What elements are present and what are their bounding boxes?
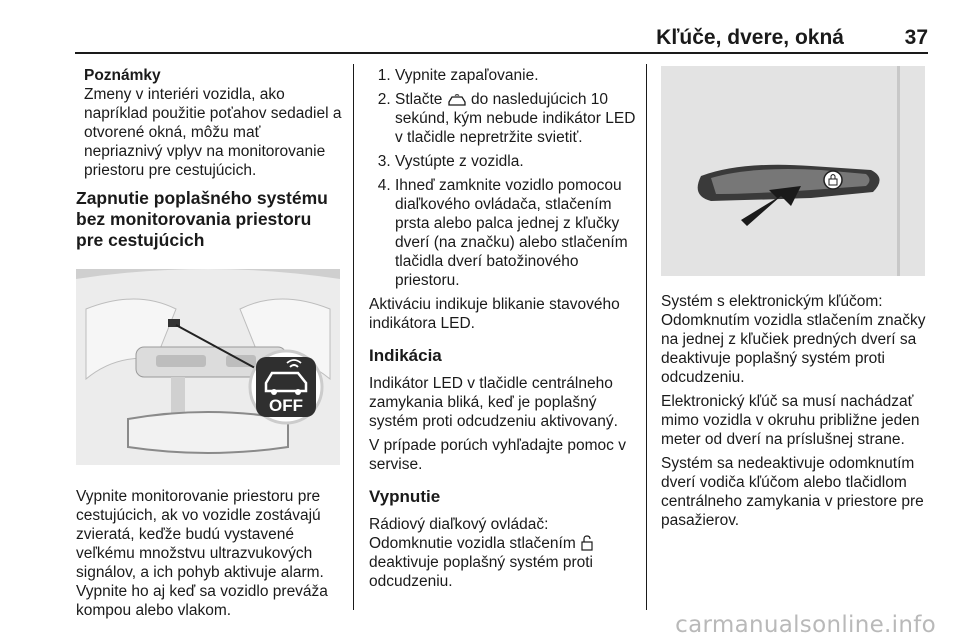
section-heading-no-monitoring: Zapnutie poplašného systému bez monitorovania priestoru pre cestujúcich bbox=[76, 188, 328, 250]
off-icon-label: OFF bbox=[269, 396, 303, 415]
step-4: 4. Ihneď zamknite vozidlo pomocou diaľkového ovládača, stlačením prsta alebo palca jednej z kľučky dverí (na značku) alebo stlačením tlačidla dverí batožinového priestoru. bbox=[395, 176, 637, 290]
column-divider-2 bbox=[646, 64, 647, 610]
page-header bbox=[75, 26, 928, 52]
interior-illustration bbox=[76, 269, 340, 465]
activation-note: Aktiváciu indikuje blikanie stavového indikátora LED. bbox=[369, 296, 620, 332]
indication-paragraph-2: V prípade porúch vyhľadajte pomoc v servise. bbox=[369, 437, 626, 473]
indication-paragraph-1: Indikátor LED v tlačidle centrálneho zamykania bliká, keď je poplašný systém proti odcudzeniu aktivovaný. bbox=[369, 375, 618, 430]
column-right bbox=[661, 66, 929, 535]
step-3: 3. Vystúpte z vozidla. bbox=[395, 152, 637, 171]
door-handle-illustration bbox=[661, 66, 925, 276]
unlock-icon bbox=[580, 535, 594, 551]
section-heading-switch-off: Vypnutie bbox=[369, 487, 441, 506]
column-divider-1 bbox=[353, 64, 354, 610]
step-2: 2. Stlačte do nasledujúcich 10 sekúnd, kým nebude indikátor LED v tlačidle nepretržite svietiť. bbox=[395, 90, 637, 147]
remote-control-label: Rádiový diaľkový ovládač: bbox=[369, 516, 549, 533]
watermark: carmanualsonline.info bbox=[675, 612, 936, 638]
car-alarm-icon bbox=[447, 93, 467, 107]
steps-list bbox=[369, 66, 637, 290]
body-paragraph-left: Vypnite monitorovanie priestoru pre cestujúcich, ak vo vozidle zostávajú zvieratá, keďže budú vystavené veľkému množstvu ultrazvukových signálov, a ich pohyb aktivuje alarm. Vypnite ho aj keď sa vozidlo preváža kompou alebo vlakom. bbox=[76, 488, 328, 619]
page-number: 37 bbox=[904, 26, 928, 49]
right-paragraph-3: Systém sa nedeaktivuje odomknutím dverí vodiča kľúčom alebo tlačidlom centrálneho zamykania v priestore pre pasažierov. bbox=[661, 455, 924, 529]
header-rule bbox=[75, 52, 928, 54]
note-title: Poznámky bbox=[84, 67, 161, 84]
column-middle bbox=[369, 66, 637, 596]
step-1: 1. Vypnite zapaľovanie. bbox=[395, 66, 637, 85]
unlock-paragraph: Odomknutie vozidla stlačením deaktivuje poplašný systém proti odcudzeniu. bbox=[369, 535, 594, 590]
header-title: Kľúče, dvere, okná bbox=[656, 26, 844, 49]
column-left bbox=[76, 66, 342, 625]
section-heading-indication: Indikácia bbox=[369, 346, 442, 365]
right-paragraph-1: Systém s elektronickým kľúčom: Odomknutím vozidla stlačením značky na jednej z kľučiek predných dverí sa deaktivuje poplašný systém proti odcudzeniu. bbox=[661, 293, 926, 386]
note-text: Zmeny v interiéri vozidla, ako napríklad použitie poťahov sedadiel a otvorené okná, môžu mať nepriaznivý vplyv na monitorovanie priestoru pre cestujúcich. bbox=[84, 86, 342, 179]
note-box bbox=[76, 66, 342, 180]
right-paragraph-2: Elektronický kľúč sa musí nachádzať mimo vozidla v okruhu približne jeden meter od dverí na príslušnej strane. bbox=[661, 393, 920, 448]
